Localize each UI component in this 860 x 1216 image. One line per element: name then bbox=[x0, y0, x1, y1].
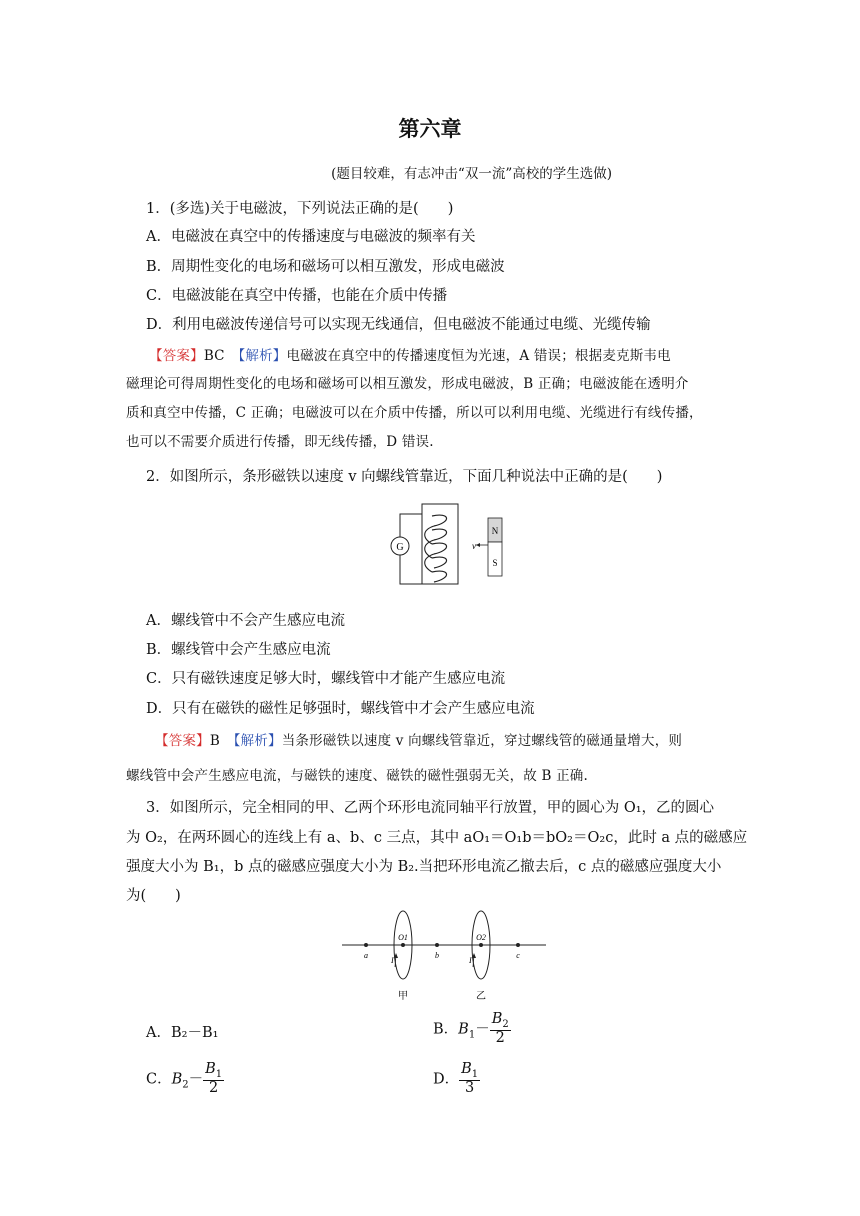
q2-answer: B bbox=[209, 733, 220, 749]
svg-text:b: b bbox=[435, 951, 439, 960]
q2-option-b: B．螺线管中会产生感应电流 bbox=[146, 642, 331, 658]
q2-analysis-line-1: 当条形磁铁以速度 v 向螺线管靠近，穿过螺线管的磁通量增大，则 bbox=[281, 733, 683, 749]
q1-analysis-line-4: 也可以不需要介质进行传播，即无线传播，D 错误. bbox=[126, 434, 434, 450]
q2-analysis-line-2: 螺线管中会产生感应电流，与磁铁的速度、磁铁的磁性强弱无关，故 B 正确. bbox=[126, 768, 588, 784]
svg-text:N: N bbox=[491, 526, 499, 536]
svg-text:乙: 乙 bbox=[476, 991, 486, 1002]
galvanometer-label: G bbox=[396, 542, 404, 553]
q1-answer-line bbox=[149, 344, 671, 364]
q2-stem: 2．如图所示，条形磁铁以速度 v 向螺线管靠近，下面几种说法中正确的是( ) bbox=[146, 469, 663, 485]
q1-stem: 1．(多选)关于电磁波，下列说法正确的是( ) bbox=[146, 201, 454, 217]
q3-option-d: D． $\frac{B_1}{3}$ bbox=[433, 1061, 479, 1096]
coil-icon bbox=[432, 515, 447, 582]
q1-analysis-line-3: 质和真空中传播，C 正确；电磁波可以在介质中传播，所以可以利用电缆、光缆进行有线传播， bbox=[126, 405, 703, 421]
q1-option-b: B．周期性变化的电场和磁场可以相互激发，形成电磁波 bbox=[146, 259, 505, 275]
svg-text:甲: 甲 bbox=[398, 991, 408, 1002]
rings-figure bbox=[340, 905, 550, 1005]
q2-option-a: A．螺线管中不会产生感应电流 bbox=[146, 613, 345, 629]
q3-stem-line-1: 3．如图所示，完全相同的甲、乙两个环形电流同轴平行放置，甲的圆心为 O₁，乙的圆心 bbox=[146, 800, 715, 816]
q1-analysis-line-2: 磁理论可得周期性变化的电场和磁场可以相互激发，形成电磁波，B 正确；电磁波能在透明介 bbox=[126, 376, 689, 392]
svg-text:I: I bbox=[391, 956, 394, 965]
q1-option-c: C．电磁波能在真空中传播，也能在介质中传播 bbox=[146, 288, 448, 304]
svg-text:I: I bbox=[469, 956, 472, 965]
q2-option-c: C．只有磁铁速度足够大时，螺线管中才能产生感应电流 bbox=[146, 671, 506, 687]
q1-analysis-line-1: 电磁波在真空中的传播速度恒为光速，A 错误；根据麦克斯韦电 bbox=[286, 348, 671, 364]
subtitle: (题目较难，有志冲击“双一流”高校的学生选做) bbox=[331, 166, 612, 182]
q1-answer: BC bbox=[203, 348, 225, 364]
q3-option-a: A．B₂－B₁ bbox=[146, 1025, 219, 1041]
answer-tag: 【答案】 bbox=[149, 348, 204, 364]
svg-text:O2: O2 bbox=[476, 933, 486, 942]
svg-text:O1: O1 bbox=[398, 933, 408, 942]
page-title: 第六章 bbox=[398, 117, 462, 141]
q3-option-c: C．$B_2-$ $\frac{B_1}{2}$ bbox=[146, 1061, 223, 1096]
q3-stem-line-4: 为( ) bbox=[126, 888, 181, 904]
q3-stem-line-3: 强度大小为 B₁，b 点的磁感应强度大小为 B₂.当把环形电流乙撤去后，c 点的磁感应强度大小 bbox=[126, 859, 722, 875]
answer-tag: 【答案】 bbox=[155, 733, 210, 749]
q1-option-d: D．利用电磁波传递信号可以实现无线通信，但电磁波不能通过电缆、光缆传输 bbox=[146, 317, 651, 333]
q2-option-d: D．只有在磁铁的磁性足够强时，螺线管中才会产生感应电流 bbox=[146, 701, 535, 717]
svg-text:a: a bbox=[364, 951, 368, 960]
q1-option-a: A．电磁波在真空中的传播速度与电磁波的频率有关 bbox=[146, 229, 476, 245]
solenoid-figure bbox=[380, 500, 510, 590]
analysis-tag: 【解析】 bbox=[238, 348, 287, 364]
q3-stem-line-2: 为 O₂，在两环圆心的连线上有 a、b、c 三点，其中 aO₁＝O₁b＝bO₂＝O₂c，此时 a 点的磁感应 bbox=[126, 830, 748, 846]
svg-text:S: S bbox=[492, 558, 498, 568]
q2-answer-line bbox=[155, 729, 682, 749]
analysis-tag: 【解析】 bbox=[233, 733, 282, 749]
velocity-label: v bbox=[472, 541, 476, 551]
q3-option-b: B．$B_1-$ $\frac{B_2}{2}$ bbox=[433, 1011, 509, 1046]
svg-text:c: c bbox=[516, 951, 520, 960]
